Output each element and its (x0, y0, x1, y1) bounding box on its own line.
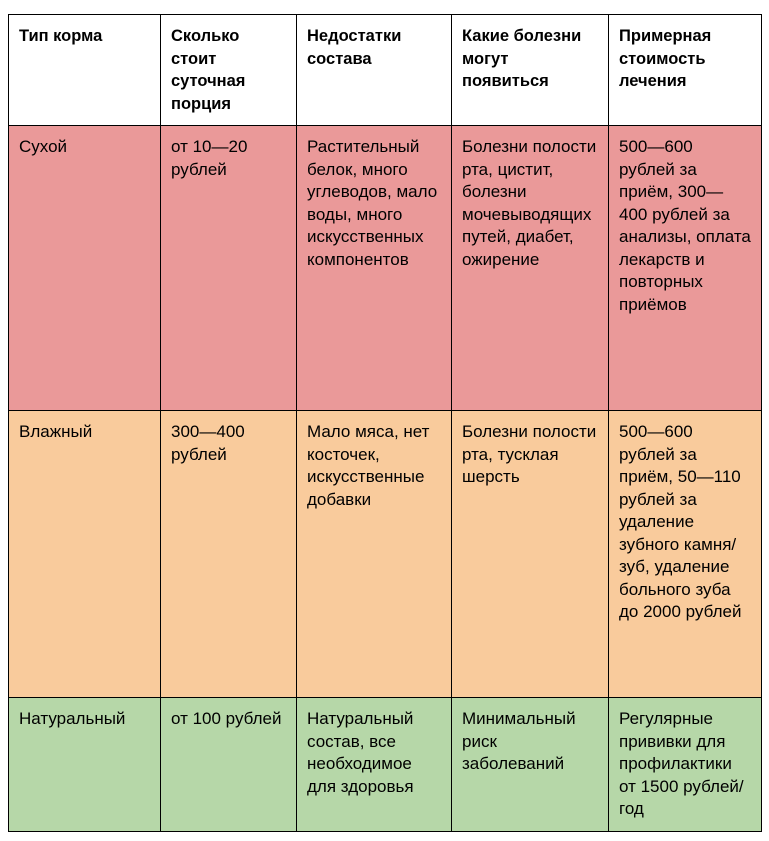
cell-diseases: Болезни полости рта, цистит, болезни мочевыводящих путей, диабет, ожирение (452, 126, 609, 411)
table-row (9, 411, 762, 698)
cell-daily-cost: от 100 рублей (161, 698, 297, 832)
cell-diseases: Болезни полости рта, тусклая шерсть (452, 411, 609, 698)
cell-daily-cost: 300—400 рублей (161, 411, 297, 698)
cell-feed-type: Сухой (9, 126, 161, 411)
header-daily-cost: Сколько стоит суточная порция (161, 15, 297, 126)
cell-treatment-cost: Регулярные прививки для профилактики от 1500 рублей/год (609, 698, 762, 832)
table-header-row (9, 15, 762, 126)
cell-treatment-cost: 500—600 рублей за приём, 300—400 рублей за анализы, оплата лекарств и повторных приёмов (609, 126, 762, 411)
header-drawbacks: Недостатки состава (297, 15, 452, 126)
cell-drawbacks: Мало мяса, нет косточек, искусственные добавки (297, 411, 452, 698)
cell-feed-type: Натуральный (9, 698, 161, 832)
cell-drawbacks: Растительный белок, много углеводов, мало воды, много искусственных компонентов (297, 126, 452, 411)
table-row (9, 698, 762, 832)
cell-treatment-cost: 500—600 рублей за приём, 50—110 рублей за удаление зубного камня/зуб, удаление больного зуба до 2000 рублей (609, 411, 762, 698)
header-diseases: Какие болезни могут появиться (452, 15, 609, 126)
cell-diseases: Минимальный риск заболеваний (452, 698, 609, 832)
cell-daily-cost: от 10—20 рублей (161, 126, 297, 411)
cell-feed-type: Влажный (9, 411, 161, 698)
feed-comparison-table (8, 14, 762, 832)
table-row (9, 126, 762, 411)
cell-drawbacks: Натуральный состав, все необходимое для здоровья (297, 698, 452, 832)
header-treatment-cost: Примерная стоимость лечения (609, 15, 762, 126)
header-feed-type: Тип корма (9, 15, 161, 126)
